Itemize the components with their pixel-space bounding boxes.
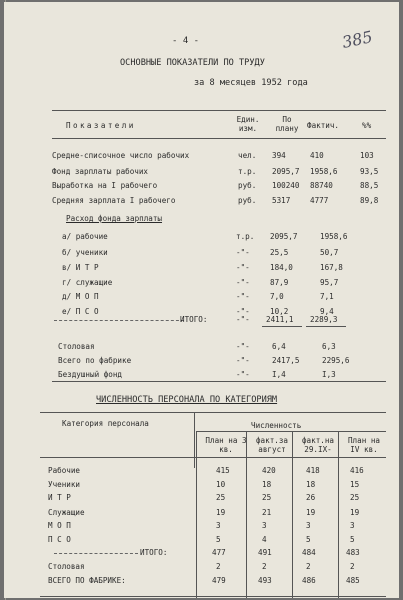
grand-total-label: ВСЕГО ПО ФАБРИКЕ: <box>48 576 126 585</box>
header-indicators: Показатели <box>66 121 136 130</box>
extra-row-name: Столовая <box>58 342 95 351</box>
personnel-total-value: 484 <box>302 548 316 557</box>
fund-row-plan: 10,2 <box>270 307 289 316</box>
personnel-row-value: 25 <box>262 493 272 502</box>
personnel-row-name: Служащие <box>48 508 85 517</box>
fund-row-fact: 7,1 <box>320 292 334 301</box>
personnel-row-name: И Т Р <box>48 493 71 502</box>
extra-row-fact: 6,3 <box>322 342 336 351</box>
fund-row-name: а/ рабочие <box>62 232 108 241</box>
indicator-row-fact: 4777 <box>310 196 329 205</box>
personnel-bottom-rule <box>40 596 386 597</box>
personnel-column-header: факт.за август <box>255 436 288 454</box>
personnel-row-value: 25 <box>216 493 226 502</box>
personnel-column-header: факт.на 29.IX- <box>301 436 334 454</box>
fund-row-unit: -"- <box>236 307 250 316</box>
extra-row-name: Всего по фабрике <box>58 356 132 365</box>
fund-total-underline <box>54 320 184 321</box>
header-category: Категория персонала <box>62 419 149 428</box>
personnel-row-value: 3 <box>306 521 311 530</box>
personnel-total-label: ИТОГО: <box>140 548 168 557</box>
grand-total-value: 486 <box>302 576 316 585</box>
indicator-row-name: Средне-списочное число рабочих <box>52 151 190 160</box>
fund-total-unit: -"- <box>236 315 250 324</box>
indicator-row-percent: 103 <box>360 151 374 160</box>
fund-row-fact: 95,7 <box>320 278 339 287</box>
header-unit: Един. изм. <box>236 115 260 133</box>
personnel-row-name: П С О <box>48 535 71 544</box>
personnel-row-value: 19 <box>306 508 316 517</box>
indicator-row-name: Фонд зарплаты рабочих <box>52 167 149 176</box>
personnel-row-value: 5 <box>350 535 355 544</box>
canteen-row-value: 2 <box>262 562 267 571</box>
personnel-total-underline <box>54 553 138 554</box>
canteen-row-value: 2 <box>306 562 311 571</box>
extra-row-fact: 2295,6 <box>322 356 350 365</box>
header-headcount: Численность <box>251 421 302 430</box>
personnel-row-value: 5 <box>216 535 221 544</box>
extra-row-plan: 6,4 <box>272 342 286 351</box>
canteen-row-name: Столовая <box>48 562 85 571</box>
personnel-row-name: Ученики <box>48 480 81 489</box>
indicator-row-name: Выработка на I рабочего <box>52 181 158 190</box>
indicator-row-plan: 100240 <box>272 181 300 190</box>
canteen-row-value: 2 <box>350 562 355 571</box>
fund-row-plan: 184,0 <box>270 263 293 272</box>
indicator-row-unit: чел. <box>238 151 257 160</box>
personnel-total-value: 477 <box>212 548 226 557</box>
fund-row-fact: 1958,6 <box>320 232 348 241</box>
fund-row-name: в/ И Т Р <box>62 263 99 272</box>
fund-row-name: д/ М О П <box>62 292 99 301</box>
fund-row-unit: -"- <box>236 278 250 287</box>
table-header-rule <box>52 138 386 139</box>
indicator-row-percent: 93,5 <box>360 167 379 176</box>
grand-total-value: 493 <box>258 576 272 585</box>
extra-row-name: Бездушный фонд <box>58 370 123 379</box>
personnel-row-value: 10 <box>216 480 226 489</box>
personnel-row-value: 3 <box>216 521 221 530</box>
personnel-row-value: 4 <box>262 535 267 544</box>
indicator-row-percent: 88,5 <box>360 181 379 190</box>
personnel-total-value: 491 <box>258 548 272 557</box>
header-fact: Фактич. <box>307 121 340 130</box>
fund-row-plan: 87,9 <box>270 278 289 287</box>
personnel-column-divider <box>338 432 339 598</box>
fund-expense-heading: Расход фонда зарплаты <box>66 214 163 223</box>
plan-total-rule <box>262 326 302 327</box>
personnel-column-divider <box>246 432 247 598</box>
fund-row-unit: -"- <box>236 248 250 257</box>
personnel-header-rule <box>40 457 386 458</box>
personnel-row-value: 25 <box>350 493 360 502</box>
extra-row-unit: -"- <box>236 342 250 351</box>
fund-row-unit: -"- <box>236 263 250 272</box>
indicator-row-unit: т.р. <box>238 167 257 176</box>
indicator-row-plan: 394 <box>272 151 286 160</box>
grand-total-value: 479 <box>212 576 226 585</box>
personnel-row-value: 19 <box>350 508 360 517</box>
fund-total-fact: 2289,3 <box>310 315 338 324</box>
personnel-row-value: 21 <box>262 508 272 517</box>
fund-row-name: е/ П С О <box>62 307 99 316</box>
personnel-total-value: 483 <box>346 548 360 557</box>
fund-total-plan: 2411,1 <box>266 315 294 324</box>
indicator-row-fact: 88740 <box>310 181 333 190</box>
fund-row-plan: 2095,7 <box>270 232 298 241</box>
personnel-column-divider <box>292 432 293 598</box>
page-number: - 4 - <box>172 36 200 46</box>
indicators-bottom-rule <box>52 381 386 382</box>
extra-row-unit: -"- <box>236 356 250 365</box>
handwritten-page-number: 385 <box>340 27 375 52</box>
personnel-row-value: 418 <box>306 466 320 475</box>
indicator-row-plan: 5317 <box>272 196 291 205</box>
personnel-row-value: 3 <box>262 521 267 530</box>
personnel-row-value: 18 <box>306 480 316 489</box>
fund-row-fact: 167,8 <box>320 263 343 272</box>
headcount-group-rule <box>196 431 386 432</box>
fund-row-name: б/ ученики <box>62 248 108 257</box>
fund-row-plan: 25,5 <box>270 248 289 257</box>
extra-row-fact: I,3 <box>322 370 336 379</box>
personnel-row-value: 19 <box>216 508 226 517</box>
canteen-row-value: 2 <box>216 562 221 571</box>
header-plan: По плану <box>275 115 299 133</box>
personnel-row-name: М О П <box>48 521 71 530</box>
personnel-row-value: 415 <box>216 466 230 475</box>
extra-row-plan: 2417,5 <box>272 356 300 365</box>
indicator-row-unit: руб. <box>238 196 257 205</box>
category-divider <box>194 412 195 468</box>
fund-row-unit: -"- <box>236 292 250 301</box>
personnel-row-value: 18 <box>262 480 272 489</box>
fund-row-unit: т.р. <box>236 232 255 241</box>
personnel-row-value: 3 <box>350 521 355 530</box>
personnel-column-header: План на IV кв. <box>347 436 380 454</box>
personnel-row-name: Рабочие <box>48 466 81 475</box>
fund-total-label: ИТОГО: <box>180 315 208 324</box>
personnel-top-rule <box>40 412 386 413</box>
extra-row-plan: I,4 <box>272 370 286 379</box>
fund-row-fact: 50,7 <box>320 248 339 257</box>
personnel-section-title: ЧИСЛЕННОСТЬ ПЕРСОНАЛА ПО КАТЕГОРИЯМ <box>96 395 278 405</box>
personnel-row-value: 420 <box>262 466 276 475</box>
personnel-row-value: 5 <box>306 535 311 544</box>
grand-total-value: 485 <box>346 576 360 585</box>
fact-total-rule <box>306 326 346 327</box>
document-subtitle: за 8 месяцев 1952 года <box>194 78 308 88</box>
personnel-column-header: План на 3 кв. <box>205 436 247 454</box>
fund-row-plan: 7,0 <box>270 292 284 301</box>
extra-row-unit: -"- <box>236 370 250 379</box>
personnel-column-divider <box>196 432 197 598</box>
document-page <box>4 2 399 598</box>
document-title: ОСНОВНЫЕ ПОКАЗАТЕЛИ ПО ТРУДУ <box>120 58 265 68</box>
indicator-row-percent: 89,8 <box>360 196 379 205</box>
fund-row-fact: 9,4 <box>320 307 334 316</box>
personnel-row-value: 26 <box>306 493 316 502</box>
indicator-row-plan: 2095,7 <box>272 167 300 176</box>
fund-row-name: г/ служащие <box>62 278 113 287</box>
indicator-row-name: Средняя зарплата I рабочего <box>52 196 176 205</box>
indicator-row-fact: 1958,6 <box>310 167 338 176</box>
indicator-row-fact: 410 <box>310 151 324 160</box>
personnel-row-value: 15 <box>350 480 360 489</box>
header-percent: %% <box>362 121 372 130</box>
indicator-row-unit: руб. <box>238 181 257 190</box>
table-top-rule <box>52 110 386 111</box>
personnel-row-value: 416 <box>350 466 364 475</box>
